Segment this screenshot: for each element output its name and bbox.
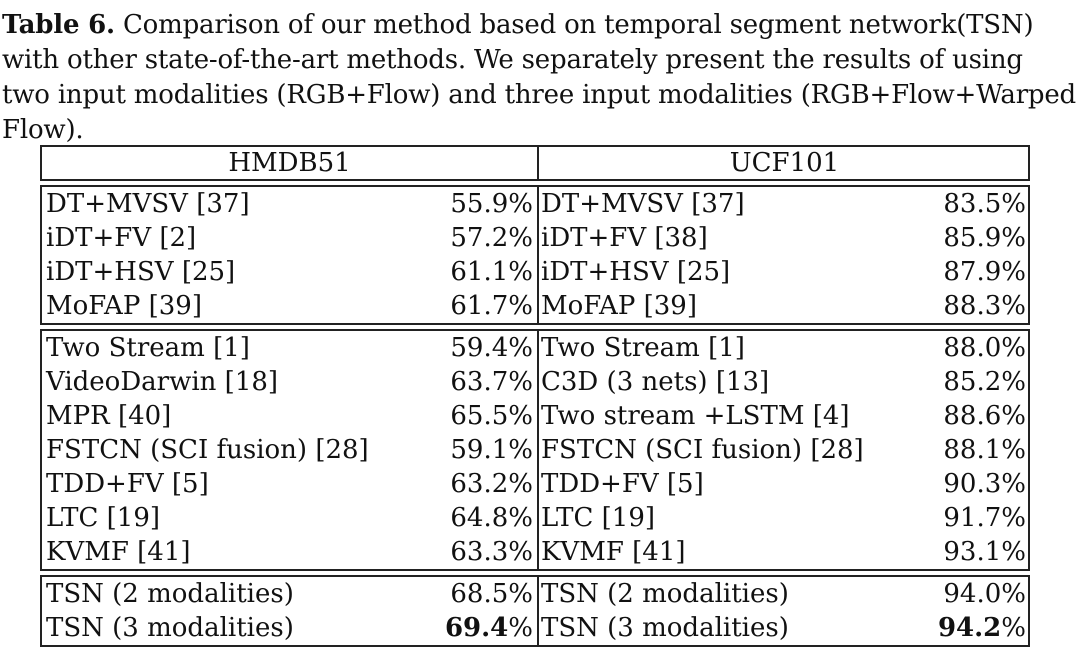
hmdb-accuracy: 63.3% [450,537,533,567]
hmdb-method: KVMF [41] [46,537,191,567]
hmdb-accuracy [342,611,533,645]
ucf-method: TSN (3 modalities) [541,613,789,643]
hmdb-accuracy: 65.5% [450,401,533,431]
ucf-method: Two Stream [1] [541,333,745,363]
table-row [42,221,1028,255]
ucf-accuracy: 85.9% [943,223,1026,253]
hmdb-accuracy: 61.7% [450,291,533,321]
ucf-accuracy: 88.0% [943,333,1026,363]
ucf-accuracy: 88.3% [943,291,1026,321]
ucf-method: Two stream +LSTM [4] [541,401,850,431]
ucf-method: TSN (2 modalities) [541,579,789,609]
table-block-2 [40,329,1030,571]
ucf-accuracy: 83.5% [943,189,1026,219]
ucf-accuracy: 85.2% [943,367,1026,397]
ucf-accuracy: 88.1% [943,435,1026,465]
hmdb-accuracy: 57.2% [450,223,533,253]
table-row [42,289,1028,323]
table-row [42,255,1028,289]
table-row [42,611,1028,645]
hmdb-accuracy: 63.7% [450,367,533,397]
ucf-method: LTC [19] [541,503,656,533]
hmdb-method: VideoDarwin [18] [46,367,279,397]
hmdb-accuracy: 61.1% [450,257,533,287]
table-block-1 [40,185,1030,325]
ucf-method: KVMF [41] [541,537,686,567]
table-row [42,577,1028,611]
caption-text: Comparison of our method based on temporal segment network(TSN) with other state-of-the-art methods. We separately present the results of using two input modalities (RGB+Flow) and three input modalities (RGB+Flow+Warped Flow). [2,10,1076,145]
header-hmdb51: HMDB51 [228,148,351,178]
table-block-3 [40,575,1030,647]
hmdb-percent-sign: % [508,613,533,643]
ucf-method: FSTCN (SCI fusion) [28] [541,435,864,465]
hmdb-accuracy: 55.9% [450,189,533,219]
hmdb-accuracy: 59.1% [450,435,533,465]
hmdb-method: TDD+FV [5] [46,469,209,499]
table-header [40,145,1030,181]
hmdb-method: iDT+FV [2] [46,223,197,253]
hmdb-method: iDT+HSV [25] [46,257,236,287]
ucf-method: DT+MVSV [37] [541,189,745,219]
ucf-accuracy [842,611,1026,645]
ucf-best-value: 94.2 [937,613,1002,643]
table-row [42,187,1028,221]
table-row [42,399,1028,433]
hmdb-accuracy: 68.5% [450,579,533,609]
table-caption [2,8,1078,148]
hmdb-method: FSTCN (SCI fusion) [28] [46,435,369,465]
hmdb-method: MPR [40] [46,401,172,431]
caption-label: Table 6. [2,10,115,40]
hmdb-method: DT+MVSV [37] [46,189,250,219]
hmdb-best-value: 69.4 [444,613,509,643]
hmdb-accuracy: 64.8% [450,503,533,533]
table-row [42,501,1028,535]
table-row [42,365,1028,399]
hmdb-method: LTC [19] [46,503,161,533]
ucf-accuracy: 90.3% [943,469,1026,499]
ucf-method: iDT+HSV [25] [541,257,731,287]
table-row [42,535,1028,569]
ucf-method: iDT+FV [38] [541,223,708,253]
ucf-accuracy: 88.6% [943,401,1026,431]
table-row [42,331,1028,365]
ucf-percent-sign: % [1001,613,1026,643]
hmdb-method: MoFAP [39] [46,291,202,321]
hmdb-method: TSN (3 modalities) [46,613,294,643]
hmdb-method: Two Stream [1] [46,333,250,363]
hmdb-accuracy: 59.4% [450,333,533,363]
ucf-method: TDD+FV [5] [541,469,704,499]
ucf-accuracy: 91.7% [943,503,1026,533]
ucf-method: C3D (3 nets) [13] [541,367,770,397]
table-row [42,467,1028,501]
table-row [42,433,1028,467]
ucf-accuracy: 93.1% [943,537,1026,567]
ucf-method: MoFAP [39] [541,291,697,321]
hmdb-method: TSN (2 modalities) [46,579,294,609]
header-ucf101: UCF101 [729,148,840,178]
hmdb-accuracy: 63.2% [450,469,533,499]
ucf-accuracy: 94.0% [943,579,1026,609]
ucf-accuracy: 87.9% [943,257,1026,287]
